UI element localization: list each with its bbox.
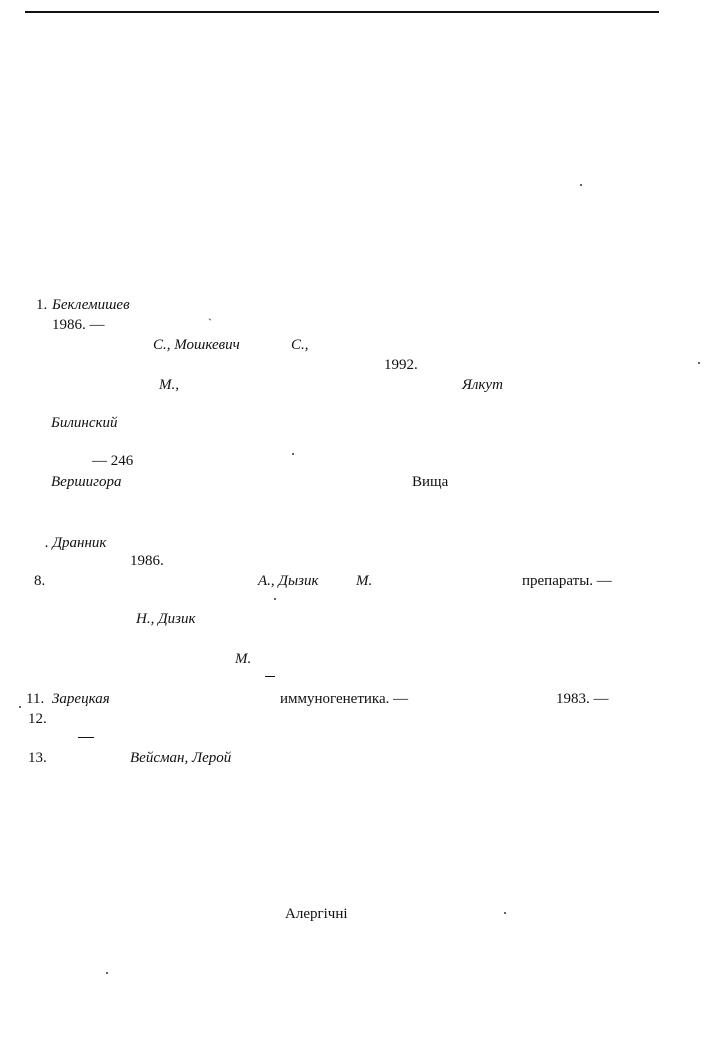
ref-1-year: 1986. — xyxy=(52,317,105,333)
scan-speck xyxy=(580,184,582,186)
ref-11-year: 1983. — xyxy=(556,691,609,707)
ref-9-authors: Н., Дизик xyxy=(136,611,196,627)
ref-8-authors: А., Дызик xyxy=(258,573,319,589)
ref-3-author: М., xyxy=(159,377,179,393)
ref-2-author-second: С., xyxy=(291,337,309,353)
ref-11-title: иммуногенетика. — xyxy=(280,691,409,707)
scan-speck xyxy=(274,598,276,600)
stray-dash xyxy=(265,676,275,677)
scan-speck xyxy=(504,912,506,914)
ref-7-author: . Дранник xyxy=(45,535,107,551)
ref-1-number: 1. xyxy=(36,297,48,313)
ref-5-author: Вершигора xyxy=(51,474,122,490)
ref-13-number: 13. xyxy=(28,750,47,766)
ref-4-pages: — 246 xyxy=(92,453,134,469)
ref-5-publisher: Вища xyxy=(412,474,449,490)
ref-13-authors: Вейсман, Лерой xyxy=(130,750,232,766)
top-rule xyxy=(25,11,659,13)
scan-speck xyxy=(698,362,700,364)
ref-7-year: 1986. xyxy=(130,553,164,569)
ref-2-year: 1992. xyxy=(384,357,418,373)
scan-speck xyxy=(19,706,21,708)
ref-12-number: 12. xyxy=(28,711,47,727)
ref-8-number: 8. xyxy=(34,573,46,589)
ref-1-author: Беклемишев xyxy=(52,297,130,313)
ref-3-author-yalkut: Ялкут xyxy=(462,377,503,393)
ref-11-number: 11. xyxy=(26,691,45,707)
stray-mark: ` xyxy=(208,316,212,330)
ref-8-title-fragment: препараты. — xyxy=(522,573,612,589)
ref-11-author: Зарецкая xyxy=(52,691,110,707)
scan-speck xyxy=(106,972,108,974)
ref-10-author: М. xyxy=(235,651,252,667)
stray-dash xyxy=(78,737,94,738)
section-heading: Алергічні xyxy=(285,906,348,922)
scan-speck xyxy=(292,453,294,455)
ref-4-author: Билинский xyxy=(51,415,118,431)
ref-2-authors: С., Мошкевич xyxy=(153,337,240,353)
ref-8-author-m: М. xyxy=(356,573,373,589)
